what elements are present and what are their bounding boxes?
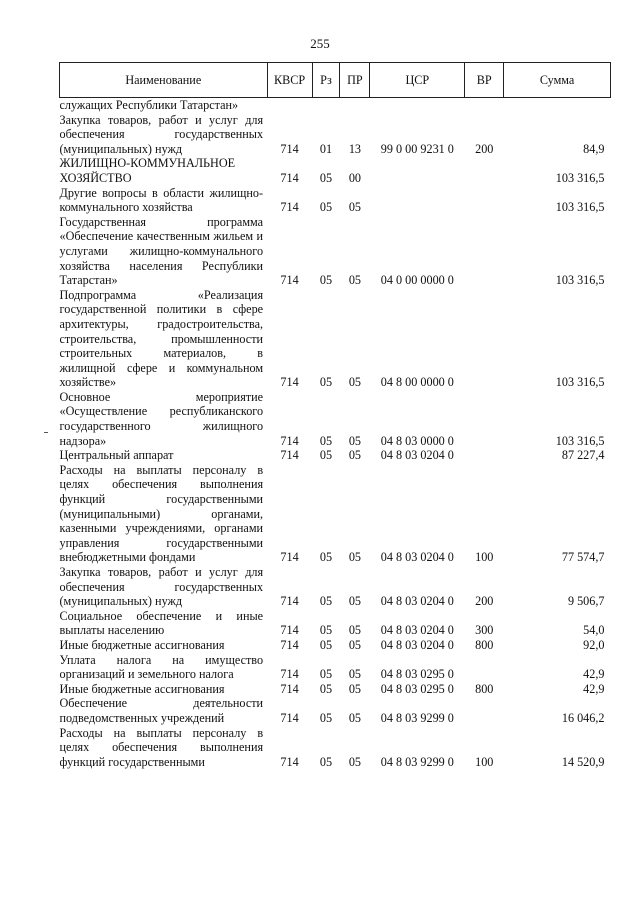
cell-csr: 04 8 03 0204 0 [380,448,454,463]
cell-csr: 04 8 03 0204 0 [380,637,454,652]
cell-sum: 42,9 [583,681,605,696]
cell-name: ЖИЛИЩНО-КОММУНАЛЬНОЕ ХОЗЯЙСТВО [59,156,236,185]
cell-name: Расходы на выплаты персоналу в целях обеспечения выполнения функций государственными [59,725,264,769]
header-pr: ПР [340,63,370,98]
cell-kvsr: 714 [280,273,299,288]
cell-pr: 05 [348,681,361,696]
cell-csr: 04 8 03 9299 0 [380,754,454,769]
cell-sum: 77 574,7 [561,550,605,565]
cell-vr: 100 [475,550,494,565]
cell-vr: 100 [475,754,494,769]
cell-rz: 05 [319,433,333,448]
cell-vr [465,215,504,288]
cell-vr: 800 [475,637,494,652]
cell-name: Другие вопросы в области жилищно-коммунального хозяйства [59,185,264,215]
cell-csr [370,156,465,185]
cell-name: Закупка товаров, работ и услуг для обеспечения государственных (муниципальных) нужд [59,112,264,156]
cell-vr [465,696,504,725]
cell-sum: 103 316,5 [555,375,605,390]
cell-sum: 103 316,5 [555,200,605,215]
cell-pr: 05 [348,433,361,448]
cell-csr: 99 0 00 9231 0 [380,141,454,156]
cell-csr: 04 8 03 0000 0 [380,433,454,448]
cell-rz: 05 [319,550,333,565]
cell-sum [504,98,611,113]
cell-pr: 00 [348,170,361,185]
cell-rz: 05 [319,448,333,463]
cell-rz: 01 [319,141,333,156]
cell-kvsr: 714 [280,754,299,769]
cell-csr: 04 8 03 9299 0 [380,710,454,725]
cell-kvsr: 714 [280,681,299,696]
table-row [60,113,611,157]
table-row [60,726,611,770]
cell-sum: 9 506,7 [567,594,605,609]
table-row [60,696,611,725]
cell-name: Закупка товаров, работ и услуг для обеспечения государственных (муниципальных) нужд [59,565,264,609]
cell-sum: 54,0 [583,623,605,638]
cell-csr: 04 0 00 0000 0 [380,273,454,288]
cell-rz: 05 [319,594,333,609]
cell-kvsr: 714 [280,141,299,156]
cell-rz: 05 [319,273,333,288]
cell-vr: 800 [475,681,494,696]
cell-name: Иные бюджетные ассигнования [59,637,225,652]
cell-pr [340,98,370,113]
cell-pr: 05 [348,273,361,288]
cell-name: Уплата налога на имущество организаций и земельного налога [59,652,264,682]
cell-name: Основное мероприятие «Осуществление республиканского государственного жилищного надзора» [59,389,264,448]
cell-sum: 84,9 [583,141,605,156]
cell-kvsr: 714 [280,170,299,185]
cell-name: Государственная программа «Обеспечение качественным жильем и услугами жилищно-коммунального хозяйства населения Республики Татарстан» [59,214,264,288]
page-number: 255 [310,36,330,51]
table-row [60,463,611,565]
cell-rz: 05 [319,710,333,725]
cell-pr: 05 [348,667,361,682]
cell-sum: 14 520,9 [561,754,605,769]
header-sum: Сумма [504,63,611,98]
table-row [60,156,611,185]
cell-csr [370,98,465,113]
cell-kvsr: 714 [280,448,299,463]
margin-mark [44,432,48,433]
cell-sum: 87 227,4 [561,448,605,463]
cell-rz: 05 [319,754,333,769]
cell-sum: 103 316,5 [555,273,605,288]
cell-vr [465,448,504,463]
table-header [60,63,611,98]
header-csr: ЦСР [370,63,465,98]
cell-rz [312,98,340,113]
table-row [60,288,611,390]
cell-kvsr [267,98,312,113]
cell-pr: 05 [348,200,361,215]
cell-vr: 200 [475,594,494,609]
cell-pr: 05 [348,375,361,390]
table-row [60,186,611,215]
cell-name: Подпрограмма «Реализация государственной политики в сфере архитектуры, градостроительства, строительства, промышленности строительных материалов, в жилищной сфере и коммунальном хозяйстве» [59,287,264,390]
cell-sum: 42,9 [583,667,605,682]
cell-kvsr: 714 [280,667,299,682]
cell-rz: 05 [319,375,333,390]
cell-sum: 92,0 [583,637,605,652]
cell-csr: 04 8 03 0295 0 [380,681,454,696]
table-row [60,565,611,609]
cell-rz: 05 [319,170,333,185]
cell-sum: 103 316,5 [555,433,605,448]
table-row [60,390,611,448]
cell-kvsr: 714 [280,637,299,652]
cell-pr: 05 [348,710,361,725]
cell-name: Социальное обеспечение и иные выплаты населению [59,608,264,638]
cell-rz: 05 [319,667,333,682]
table-row [60,638,611,653]
cell-csr: 04 8 03 0204 0 [380,550,454,565]
cell-csr: 04 8 00 0000 0 [380,375,454,390]
cell-name: Обеспечение деятельности подведомственных учреждений [59,696,264,725]
cell-vr [465,288,504,390]
cell-kvsr: 714 [280,623,299,638]
table-row [60,98,611,113]
table-row [60,653,611,682]
cell-rz: 05 [319,681,333,696]
cell-pr: 05 [348,623,361,638]
cell-vr [465,186,504,215]
cell-pr: 05 [348,637,361,652]
table-row [60,215,611,288]
cell-vr: 200 [475,141,494,156]
table-row [60,682,611,697]
cell-csr [370,186,465,215]
cell-kvsr: 714 [280,550,299,565]
cell-kvsr: 714 [280,375,299,390]
cell-pr: 13 [348,141,361,156]
cell-name: Центральный аппарат [59,448,174,463]
cell-pr: 05 [348,594,361,609]
header-rz: Рз [312,63,340,98]
cell-csr: 04 8 03 0204 0 [380,623,454,638]
cell-pr: 05 [348,448,361,463]
table-body [60,98,611,770]
cell-name: служащих Республики Татарстан» [59,98,239,112]
cell-sum: 103 316,5 [555,170,605,185]
cell-kvsr: 714 [280,710,299,725]
header-kvsr: КВСР [267,63,312,98]
cell-pr: 05 [348,550,361,565]
header-vr: ВР [465,63,504,98]
cell-vr [465,390,504,448]
cell-kvsr: 714 [280,200,299,215]
cell-kvsr: 714 [280,594,299,609]
cell-rz: 05 [319,623,333,638]
cell-rz: 05 [319,637,333,652]
cell-rz: 05 [319,200,333,215]
cell-vr [465,98,504,113]
cell-kvsr: 714 [280,433,299,448]
cell-sum: 16 046,2 [561,710,605,725]
table-row [60,448,611,463]
cell-vr [465,653,504,682]
cell-csr: 04 8 03 0295 0 [380,667,454,682]
cell-name: Иные бюджетные ассигнования [59,681,225,696]
table-row [60,609,611,638]
budget-table [59,62,611,769]
cell-vr: 300 [475,623,494,638]
cell-name: Расходы на выплаты персоналу в целях обеспечения выполнения функций государственными (муниципальными) органами, казенными учреждениями, органами управления государственными внебюджетными фондами [59,462,264,565]
cell-vr [465,156,504,185]
cell-pr: 05 [348,754,361,769]
cell-csr: 04 8 03 0204 0 [380,594,454,609]
header-name: Наименование [60,63,268,98]
